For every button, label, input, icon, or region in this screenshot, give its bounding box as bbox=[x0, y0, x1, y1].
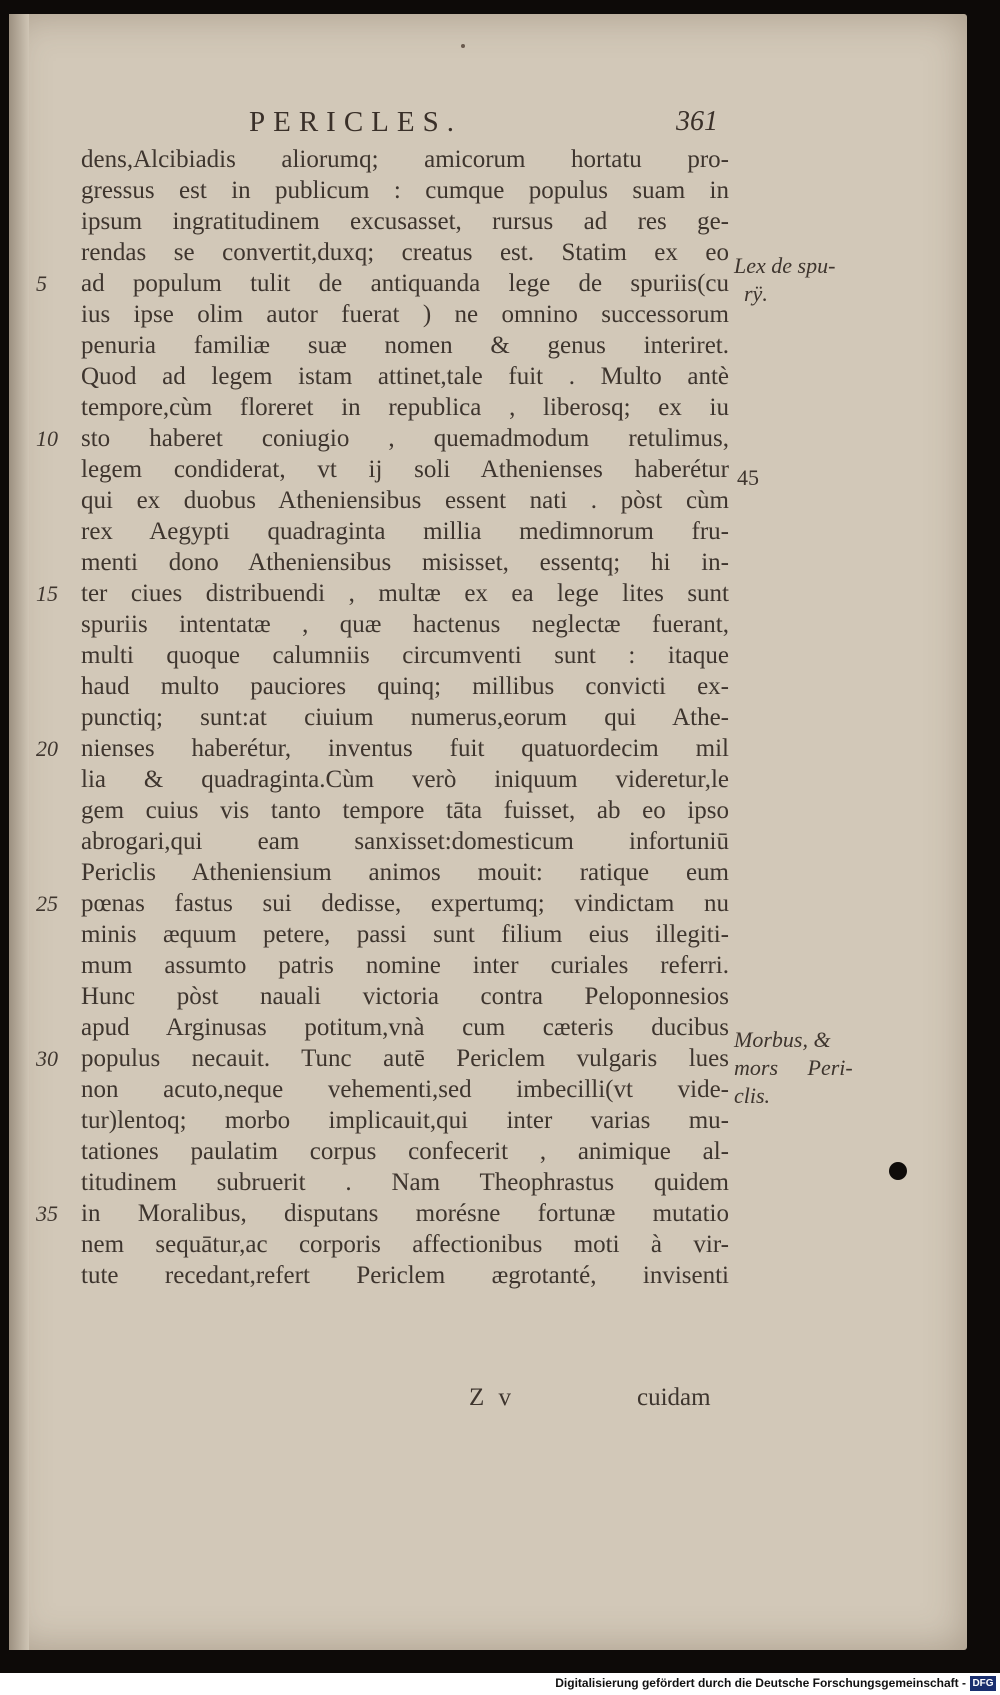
marginal-note-morbus: Morbus, & bbox=[734, 1027, 831, 1052]
page-number: 361 bbox=[676, 106, 718, 137]
marginal-note-lex-cont: rÿ. bbox=[744, 281, 768, 306]
line-number: 35 bbox=[36, 1201, 58, 1226]
text-line: haud multo pauciores quinq; millibus convicti ex- bbox=[81, 673, 729, 700]
text-line: apud Arginusas potitum,vnà cum cæteris ducibus bbox=[81, 1014, 729, 1041]
text-line: pœnas fastus sui dedisse, expertumq; vindictam nu bbox=[81, 890, 729, 917]
text-line: qui ex duobus Atheniensibus essent nati . pòst cùm bbox=[81, 487, 729, 514]
text-line: Periclis Atheniensium animos mouit: ratique eum bbox=[81, 859, 729, 886]
text-line: tempore,cùm floreret in republica , liberosq; ex iu bbox=[81, 394, 729, 421]
text-line: sto haberet coniugio , quemadmodum retulimus, bbox=[81, 425, 729, 452]
line-number: 20 bbox=[36, 736, 58, 761]
marginal-note-morbus-end: clis. bbox=[734, 1083, 771, 1108]
text-line: titudinem subruerit . Nam Theophrastus quidem bbox=[81, 1169, 729, 1196]
text-line: spuriis intentatæ , quæ hactenus neglectæ fuerant, bbox=[81, 611, 729, 638]
running-title: PERICLES. bbox=[249, 106, 462, 138]
text-line: ad populum tulit de antiquanda lege de spuriis(cu bbox=[81, 270, 729, 297]
text-line: nem sequātur,ac corporis affectionibus moti à vir- bbox=[81, 1231, 729, 1258]
text-line: Quod ad legem istam attinet,tale fuit . Multo antè bbox=[81, 363, 729, 390]
text-line: gressus est in publicum : cumque populus suam in bbox=[81, 177, 729, 204]
marginal-line-number: 45 bbox=[737, 465, 759, 490]
text-line: populus necauit. Tunc autē Periclem vulgaris lues bbox=[81, 1045, 729, 1072]
text-line: rex Aegypti quadraginta millia medimnorum fru- bbox=[81, 518, 729, 545]
text-line: ius ipse olim autor fuerat ) ne omnino successorum bbox=[81, 301, 729, 328]
text-line: legem condiderat, vt ij soli Athenienses haberétur bbox=[81, 456, 729, 483]
line-number: 15 bbox=[36, 581, 58, 606]
text-line: tur)lentoq; morbo implicauit,qui inter varias mu- bbox=[81, 1107, 729, 1134]
text-line: in Moralibus, disputans morésne fortunæ mutatio bbox=[81, 1200, 729, 1227]
text-line: multi quoque calumniis circumventi sunt : itaque bbox=[81, 642, 729, 669]
footer-credit: Digitalisierung gefördert durch die Deutsche Forschungsgemeinschaft - bbox=[555, 1676, 966, 1690]
text-line: minis æquum petere, passi sunt filium eius illegiti- bbox=[81, 921, 729, 948]
dfg-logo: DFG bbox=[970, 1676, 996, 1691]
text-line: menti dono Atheniensibus misisset, essentq; hi in- bbox=[81, 549, 729, 576]
text-line: mum assumto patris nomine inter curiales referri. bbox=[81, 952, 729, 979]
text-line: non acuto,neque vehementi,sed imbecilli(vt vide- bbox=[81, 1076, 729, 1103]
book-page bbox=[9, 14, 967, 1650]
marginal-note-lex: Lex de spu- bbox=[734, 253, 836, 278]
text-line: gem cuius vis tanto tempore tāta fuisset, ab eo ipso bbox=[81, 797, 729, 824]
signature-mark: Z v bbox=[469, 1384, 516, 1411]
line-number: 5 bbox=[36, 271, 47, 296]
text-line: dens,Alcibiadis aliorumq; amicorum hortatu pro- bbox=[81, 146, 729, 173]
text-line: Hunc pòst nauali victoria contra Peloponnesios bbox=[81, 983, 729, 1010]
ink-dot bbox=[889, 1162, 907, 1180]
catchword: cuidam bbox=[637, 1384, 711, 1411]
text-line: abrogari,qui eam sanxisset:domesticum infortuniū bbox=[81, 828, 729, 855]
text-line: ter ciues distribuendi , multæ ex ea lege lites sunt bbox=[81, 580, 729, 607]
text-line: tute recedant,refert Periclem ægrotanté, invisenti bbox=[81, 1262, 729, 1289]
text-line: nienses haberétur, inventus fuit quatuordecim mil bbox=[81, 735, 729, 762]
text-line: ipsum ingratitudinem excusasset, rursus ad res ge- bbox=[81, 208, 729, 235]
text-line: punctiq; sunt:at ciuium numerus,eorum qui Athe- bbox=[81, 704, 729, 731]
text-line: penuria familiæ suæ nomen & genus interiret. bbox=[81, 332, 729, 359]
text-line: tationes paulatim corpus confecerit , animique al- bbox=[81, 1138, 729, 1165]
text-line: lia & quadraginta.Cùm verò iniquum videretur,le bbox=[81, 766, 729, 793]
digitization-footer bbox=[0, 1673, 1000, 1695]
line-number: 10 bbox=[36, 426, 58, 451]
line-number: 25 bbox=[36, 891, 58, 916]
marginal-note-morbus-cont: mors Peri- bbox=[734, 1055, 853, 1080]
line-number: 30 bbox=[36, 1046, 58, 1071]
text-line: rendas se convertit,duxq; creatus est. Statim ex eo bbox=[81, 239, 729, 266]
